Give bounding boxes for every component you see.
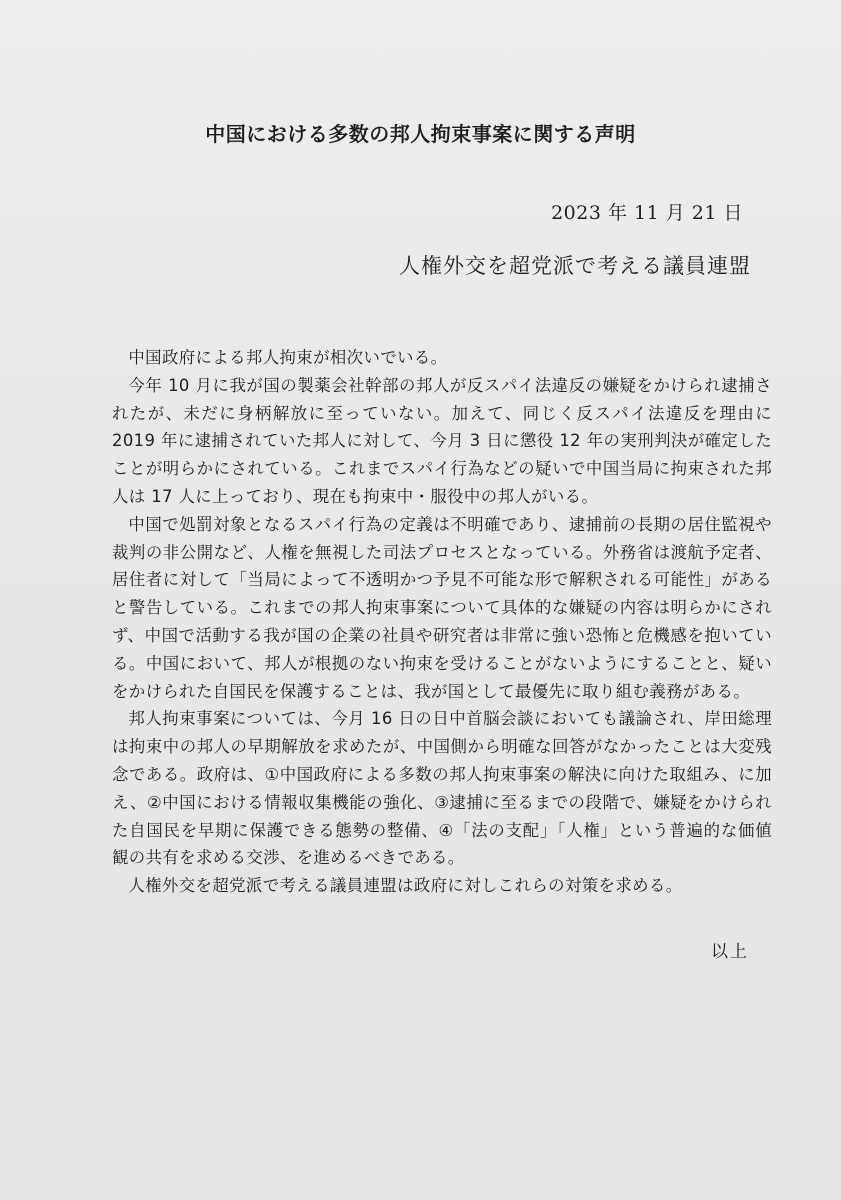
paragraph: 中国政府による邦人拘束が相次いでいる。 [128, 348, 448, 367]
paragraph: 中国で処罰対象となるスパイ行為の定義は不明確であり、逮捕前の長期の居住監視や裁判の非公開など、人権を無視した司法プロセスとなっている。外務省は渡航予定者、居住者に対して「当局によって不透明かつ予見不可能な形で解釈される可能性」があると警告している。これまでの邦人拘束事案について具体的な嫌疑の内容は明らかにされず、中国で活動する我が国の企業の社員や研究者は非常に強い恐怖と危機感を抱いている。中国において、邦人が根拠のない拘束を受けることがないようにすることと、疑いをかけられた自国民を保護することは、我が国として最優先に取り組む義務がある。 [112, 514, 772, 701]
paragraph: 人権外交を超党派で考える議員連盟は政府に対しこれらの対策を求める。 [128, 876, 683, 896]
document-body [112, 344, 772, 900]
document-title: 中国における多数の邦人拘束事案に関する声明 [205, 122, 636, 146]
issuing-organization: 人権外交を超党派で考える議員連盟 [399, 254, 751, 278]
paragraph: 今年 10 月に我が国の製薬会社幹部の邦人が反スパイ法違反の嫌疑をかけられ逮捕されたが、未だに身柄解放に至っていない。加えて、同じく反スパイ法違反を理由に 2019 年に逮捕されていた邦人に対して、今月 3 日に懲役 12 年の実刑判決が確定したことが明らかにされている。これまでスパイ行為などの疑いで中国当局に拘束された邦人は 17 人に上っており、現在も拘束中・服役中の邦人がいる。 [112, 375, 772, 506]
closing-mark: 以上 [711, 942, 749, 962]
paragraph: 邦人拘束事案については、今月 16 日の日中首脳会談においても議論され、岸田総理は拘束中の邦人の早期解放を求めたが、中国側から明確な回答がなかったことは大変残念である。政府は、①中国政府による多数の邦人拘束事案の解決に向けた取組み、に加え、②中国における情報収集機能の強化、③逮捕に至るまでの段階で、嫌疑をかけられた自国民を早期に保護できる態勢の整備、④「法の支配」「人権」という普遍的な価値観の共有を求める交渉、を進めるべきである。 [112, 709, 772, 868]
document-date: 2023 年 11 月 21 日 [551, 202, 743, 224]
